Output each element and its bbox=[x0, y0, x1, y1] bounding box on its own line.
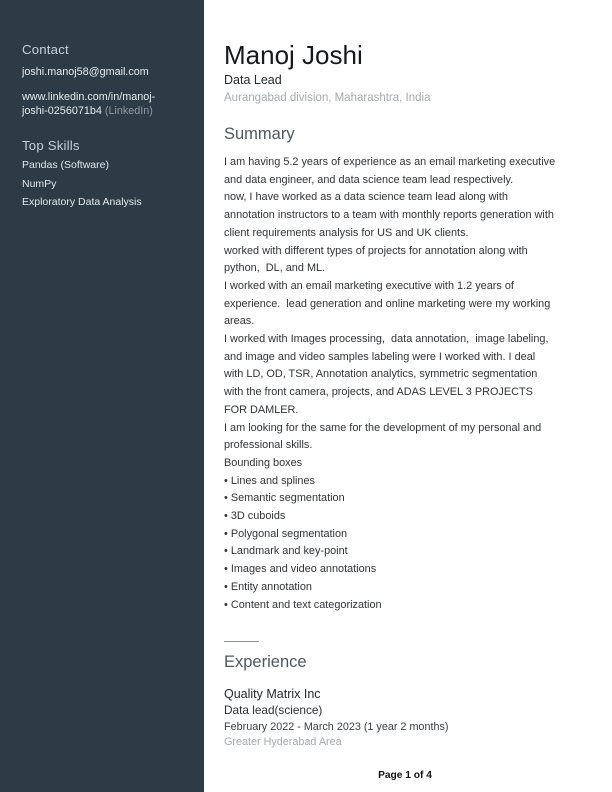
linkedin-url-line2[interactable]: joshi-0256071b4 bbox=[22, 105, 102, 117]
main-content bbox=[224, 0, 596, 749]
summary-heading: Summary bbox=[224, 125, 295, 143]
contact-email[interactable]: joshi.manoj58@gmail.com bbox=[22, 66, 149, 78]
summary-text: I am having 5.2 years of experience as an email marketing executive and data engineer, and data science team lead respectively. now, I have worked as a data science team lead along with annotation instructors to a team with monthly reports generation with client requirements analysis for US and UK clients. worked with different types of projects for annotation along with python, DL, and ML. I worked with an email marketing executive with 1.2 years of experience. lead generation and online marketing were my working areas. I worked with Images processing, data annotation, image labeling, and image and video samples labeling were I worked with. I deal with LD, OD, TSR, Annotation analytics, symmetric segmentation with the front camera, projects, and ADAS LEVEL 3 PROJECTS FOR DAMLER. I am looking for the same for the development of my personal and professional skills. Bounding boxes • Lines and splines • Semantic segmentation • 3D cuboids • Polygonal segmentation • Landmark and key-point • Images and video annotations • Entity annotation • Content and text categorization bbox=[224, 156, 556, 611]
experience-location: Greater Hyderabad Area bbox=[224, 736, 342, 749]
sidebar bbox=[0, 0, 204, 792]
experience-company: Quality Matrix Inc bbox=[224, 687, 321, 702]
profile-location: Aurangabad division, Maharashtra, India bbox=[224, 92, 431, 104]
experience-heading: Experience bbox=[224, 653, 307, 672]
section-divider bbox=[224, 641, 259, 642]
profile-headline: Data Lead bbox=[224, 73, 282, 87]
linkedin-url-line1[interactable]: www.linkedin.com/in/manoj- bbox=[22, 91, 156, 103]
skills-list: Pandas (Software) NumPy Exploratory Data Analysis bbox=[22, 159, 142, 208]
contact-heading: Contact bbox=[22, 42, 69, 57]
experience-entry bbox=[224, 688, 596, 749]
page-number: Page 1 of 4 bbox=[378, 770, 432, 781]
profile-name: Manoj Joshi bbox=[224, 40, 363, 70]
linkedin-suffix-label: (LinkedIn) bbox=[104, 105, 153, 117]
experience-title: Data lead(science) bbox=[224, 703, 323, 718]
experience-dates: February 2022 - March 2023 (1 year 2 months) bbox=[224, 720, 449, 733]
top-skills-heading: Top Skills bbox=[22, 138, 80, 153]
linkedin-link[interactable] bbox=[22, 90, 186, 118]
